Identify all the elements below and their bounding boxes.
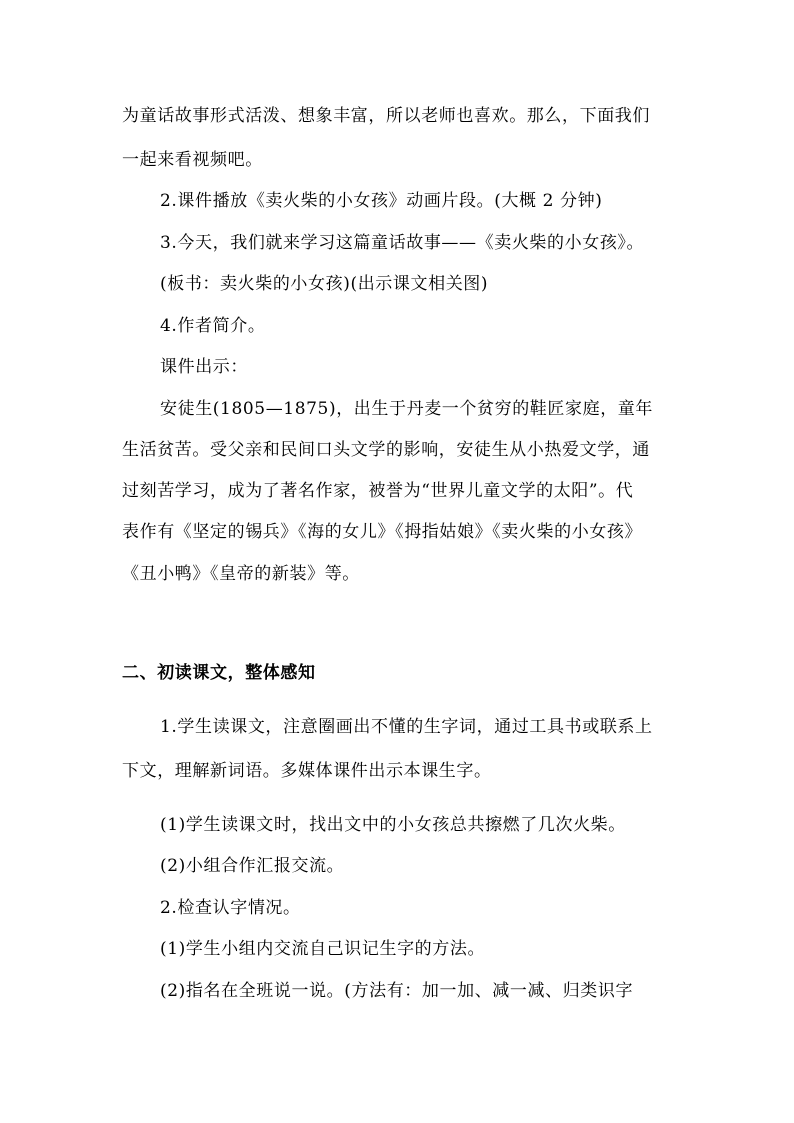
item-4: 4.作者简介。 (160, 316, 266, 336)
author-bio-line-2: 生活贫苦。受父亲和民间口头文学的影响，安徒生从小热爱文学，通 (122, 440, 650, 460)
author-bio-line-3: 过刻苦学习，成为了著名作家，被誉为“世界儿童文学的太阳”。代 (122, 481, 634, 501)
s2-item-2-sub-2: (2)指名在全班说一说。(方法有：加一加、减一减、归类识字 (160, 981, 634, 1001)
author-bio-line-5: 《丑小鸭》《皇帝的新装》等。 (122, 564, 360, 584)
item-3-note: (板书：卖火柴的小女孩)(出示课文相关图) (160, 274, 489, 294)
s2-item-1-sub-1: (1)学生读课文时，找出文中的小女孩总共擦燃了几次火柴。 (160, 815, 626, 835)
s2-item-1-sub-2: (2)小组合作汇报交流。 (160, 856, 345, 876)
intro-line-2: 一起来看视频吧。 (122, 150, 263, 170)
item-2: 2.课件播放《卖火柴的小女孩》动画片段。(大概 2 分钟) (160, 191, 603, 211)
s2-item-2: 2.检查认字情况。 (160, 898, 301, 918)
s2-item-1-line-2: 下文，理解新词语。多媒体课件出示本课生字。 (122, 761, 492, 781)
author-bio-line-4: 表作有《坚定的锡兵》《海的女儿》《拇指姑娘》《卖火柴的小女孩》 (122, 522, 643, 542)
item-3: 3.今天，我们就来学习这篇童话故事——《卖火柴的小女孩》。 (160, 233, 645, 253)
intro-line-1: 为童话故事形式活泼、想象丰富，所以老师也喜欢。那么，下面我们 (122, 106, 650, 126)
author-bio-line-1: 安徒生(1805—1875)，出生于丹麦一个贫穷的鞋匠家庭，童年 (160, 399, 653, 419)
s2-item-2-sub-1: (1)学生小组内交流自己识记生字的方法。 (160, 939, 486, 959)
section-2-heading: 二、初读课文，整体感知 (122, 663, 316, 683)
courseware-label: 课件出示： (160, 357, 248, 377)
s2-item-1-line-1: 1.学生读课文，注意圈画出不懂的生字词，通过工具书或联系上 (160, 717, 653, 737)
